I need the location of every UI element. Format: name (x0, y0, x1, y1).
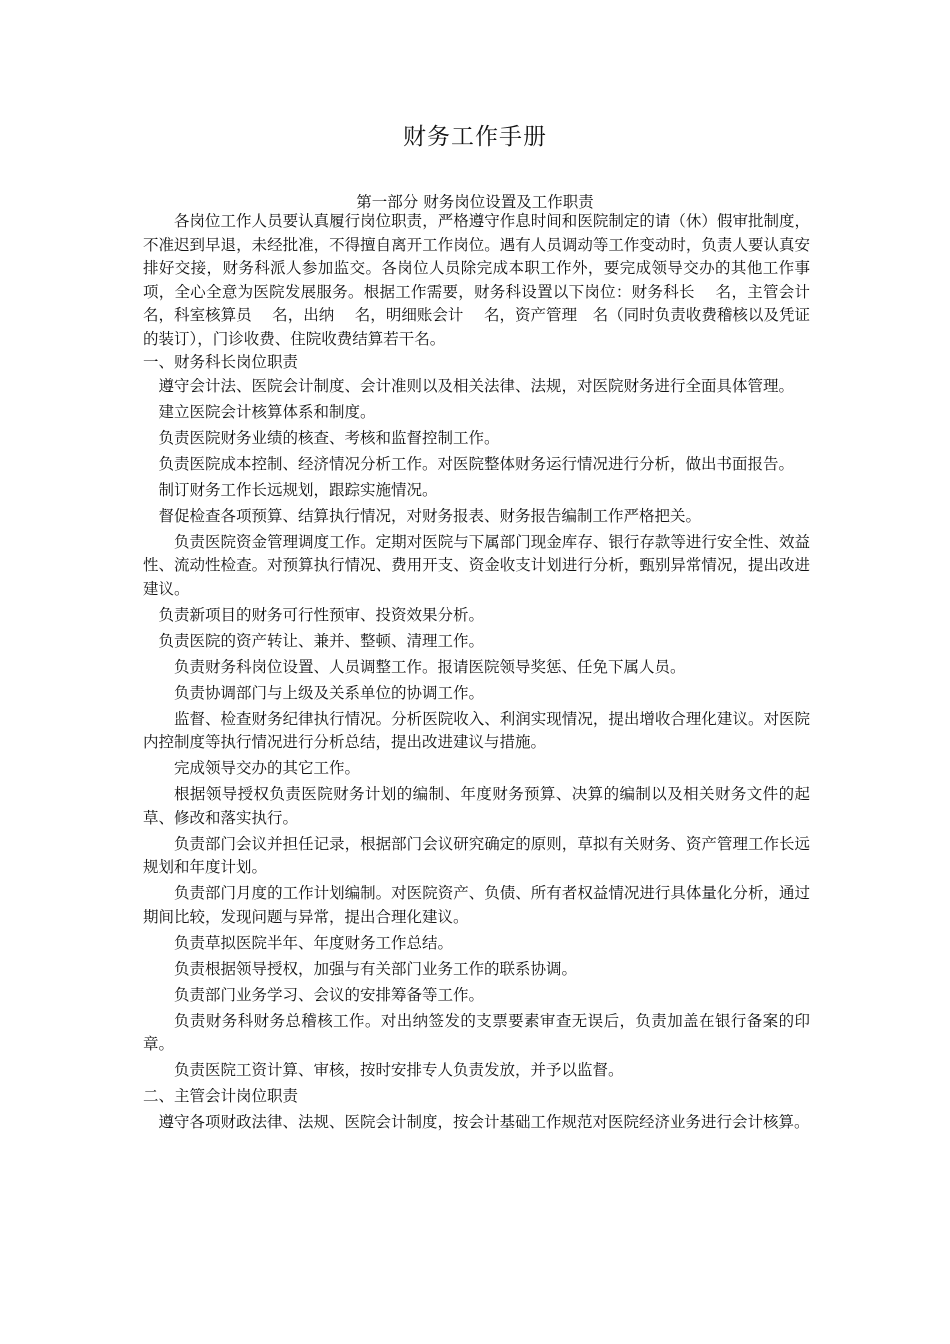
duty-item: 负责部门月度的工作计划编制。对医院资产、负债、所有者权益情况进行具体量化分析，通过期间比较，发现问题与异常，提出合理化建议。 (143, 884, 810, 926)
duty-item: 负责部门会议并担任记录，根据部门会议研究确定的原则，草拟有关财务、资产管理工作长远规划和年度计划。 (143, 834, 810, 876)
duty-item: 负责新项目的财务可行性预审、投资效果分析。 (158, 605, 485, 624)
duty-item: 制订财务工作长远规划，跟踪实施情况。 (158, 480, 438, 499)
duty-item: 遵守各项财政法律、法规、医院会计制度，按会计基础工作规范对医院经济业务进行会计核算。 (158, 1113, 810, 1131)
duty-item: 负责财务科岗位设置、人员调整工作。报请医院领导奖惩、任免下属人员。 (174, 657, 686, 676)
duty-item: 建立医院会计核算体系和制度。 (158, 402, 376, 421)
duty-item: 负责协调部门与上级及关系单位的协调工作。 (174, 683, 485, 702)
duty-item: 负责医院成本控制、经济情况分析工作。对医院整体财务运行情况进行分析，做出书面报告。 (158, 454, 795, 473)
duty-item: 负责草拟医院半年、年度财务工作总结。 (174, 933, 454, 952)
section-heading: 二、主管会计岗位职责 (143, 1087, 299, 1105)
document-body (143, 210, 831, 1135)
duty-item: 遵守会计法、医院会计制度、会计准则以及相关法律、法规，对医院财务进行全面具体管理。 (158, 376, 795, 395)
duty-item: 负责部门业务学习、会议的安排筹备等工作。 (174, 985, 485, 1004)
duty-item: 督促检查各项预算、结算执行情况，对财务报表、财务报告编制工作严格把关。 (158, 506, 702, 525)
section-heading: 一、财务科长岗位职责 (143, 353, 299, 371)
duty-item: 负责医院资金管理调度工作。定期对医院与下属部门现金库存、银行存款等进行安全性、效益性、流动性检查。对预算执行情况、费用开支、资金收支计划进行分析，甄别异常情况，提出改进建议。 (143, 532, 810, 598)
part-title: 第一部分 财务岗位设置及工作职责 (356, 193, 594, 211)
duty-item: 负责医院工资计算、审核，按时安排专人负责发放，并予以监督。 (174, 1061, 624, 1079)
document-title: 财务工作手册 (403, 124, 547, 150)
duty-item: 负责根据领导授权，加强与有关部门业务工作的联系协调。 (174, 959, 578, 978)
intro-paragraph: 各岗位工作人员要认真履行岗位职责，严格遵守作息时间和医院制定的请（休）假审批制度，不准迟到早退，未经批准，不得擅自离开工作岗位。遇有人员调动等工作变动时，负责人要认真安排好交接，财务科派人参加监交。各岗位人员除完成本职工作外，要完成领导交办的其他工作事项，全心全意为医院发展服务。根据工作需要，财务科设置以下岗位：财务科长 名，主管会计 名，科室核算员 名，出纳 名，明细账会计 名，资产管理 名（同时负责收费稽核以及凭证的装订），门诊收费、住院收费结算若干名。 (143, 212, 831, 348)
duty-item: 监督、检查财务纪律执行情况。分析医院收入、利润实现情况，提出增收合理化建议。对医院内控制度等执行情况进行分析总结，提出改进建议与措施。 (143, 709, 810, 751)
duty-item: 完成领导交办的其它工作。 (174, 759, 361, 777)
duty-item: 负责医院财务业绩的核查、考核和监督控制工作。 (158, 428, 500, 447)
duty-item: 负责财务科财务总稽核工作。对出纳签发的支票要素审查无误后，负责加盖在银行备案的印章。 (143, 1011, 810, 1053)
duty-item: 根据领导授权负责医院财务计划的编制、年度财务预算、决算的编制以及相关财务文件的起草、修改和落实执行。 (143, 785, 810, 827)
duty-item: 负责医院的资产转让、兼并、整顿、清理工作。 (158, 631, 485, 650)
